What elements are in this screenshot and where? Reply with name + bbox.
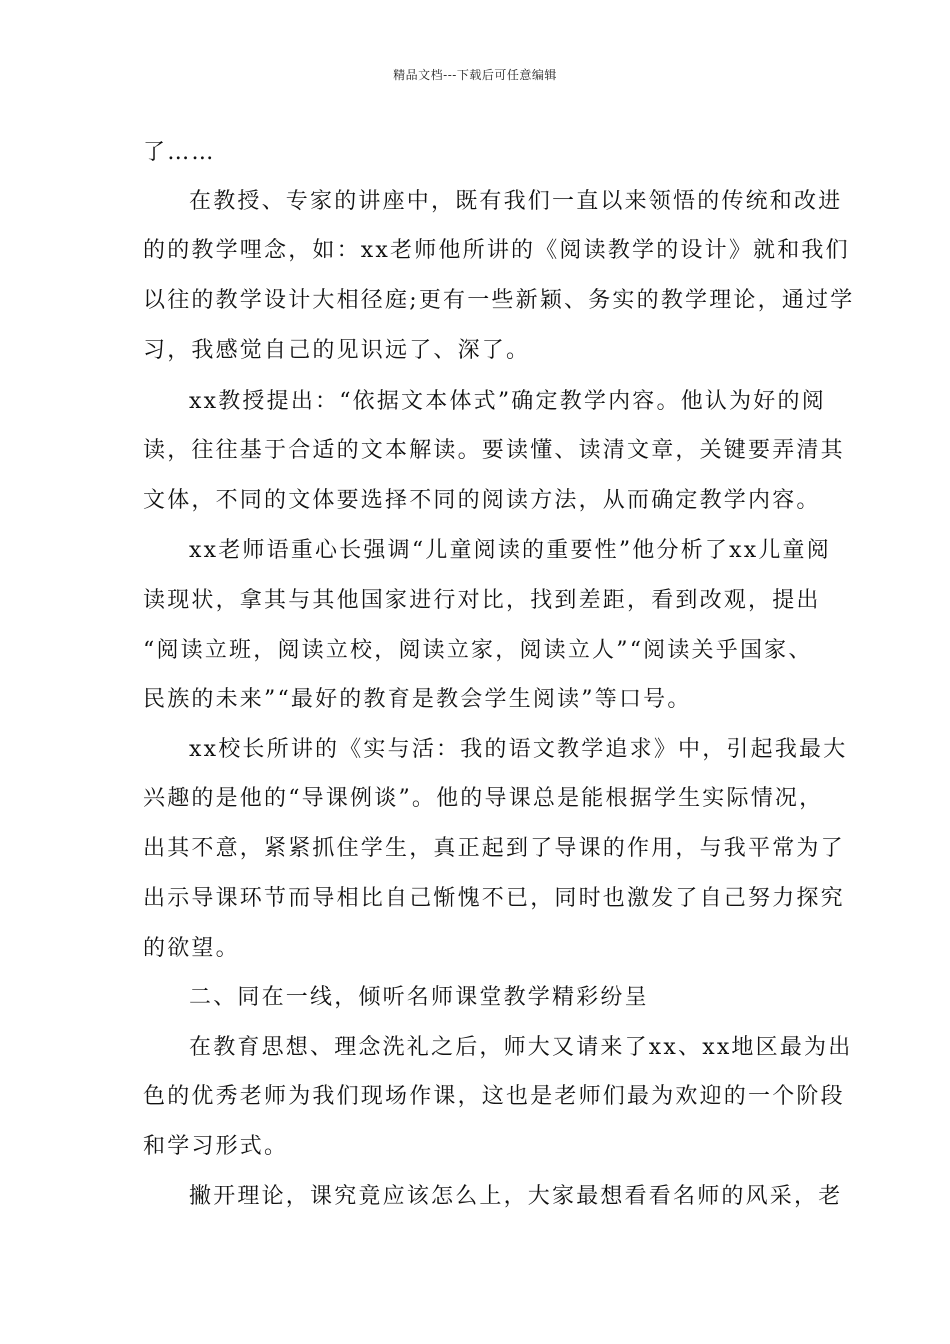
paragraph-line: xx校长所讲的《实与活：我的语文教学追求》中，引起我最大 <box>189 737 848 762</box>
text-line: 以往的教学设计大相径庭;更有一些新颖、务实的教学理论，通过学 <box>143 288 855 313</box>
text-line: 了…… <box>143 140 216 165</box>
paragraph-line: xx老师语重心长强调“儿童阅读的重要性”他分析了xx儿童阅 <box>189 538 831 563</box>
text-line: 读，往往基于合适的文本解读。要读懂、读清文章，关键要弄清其 <box>143 438 845 463</box>
paragraph-line: 撇开理论，课究竟应该怎么上，大家最想看看名师的风采，老 <box>189 1184 843 1209</box>
text-line: 的的教学哩念，如：xx老师他所讲的《阅读教学的设计》就和我们 <box>143 238 850 263</box>
text-line: 出示导课环节而导相比自己惭愧不已，同时也激发了自己努力探究 <box>143 886 845 911</box>
text-line: 色的优秀老师为我们现场作课，这也是老师们最为欢迎的一个阶段 <box>143 1084 845 1109</box>
paragraph-line: 在教育思想、理念洗礼之后，师大又请来了xx、xx地区最为出 <box>189 1035 853 1060</box>
text-line: 民族的未来”“最好的教育是教会学生阅读”等口号。 <box>143 687 692 712</box>
page-header: 精品文档---下载后可任意编辑 <box>393 68 557 82</box>
text-line: 读现状，拿其与其他国家进行对比，找到差距，看到改观，提出 <box>143 588 821 613</box>
text-line: 习，我感觉自己的见识远了、深了。 <box>143 338 531 363</box>
text-line: 文体，不同的文体要选择不同的阅读方法，从而确定教学内容。 <box>143 488 821 513</box>
section-heading: 二、同在一线，倾听名师课堂教学精彩纷呈 <box>189 985 649 1010</box>
text-line: 的欲望。 <box>143 936 240 961</box>
paragraph-line: xx教授提出：“依据文本体式”确定教学内容。他认为好的阅 <box>189 389 826 414</box>
text-line: 出其不意，紧紧抓住学生，真正起到了导课的作用，与我平常为了 <box>143 836 845 861</box>
text-line: 和学习形式。 <box>143 1134 289 1159</box>
paragraph-line: 在教授、专家的讲座中，既有我们一直以来领悟的传统和改进 <box>189 189 843 214</box>
text-line: “阅读立班，阅读立校，阅读立家，阅读立人”“阅读关乎国家、 <box>143 638 813 663</box>
text-line: 兴趣的是他的“导课例谈”。他的导课总是能根据学生实际情况， <box>143 786 824 811</box>
